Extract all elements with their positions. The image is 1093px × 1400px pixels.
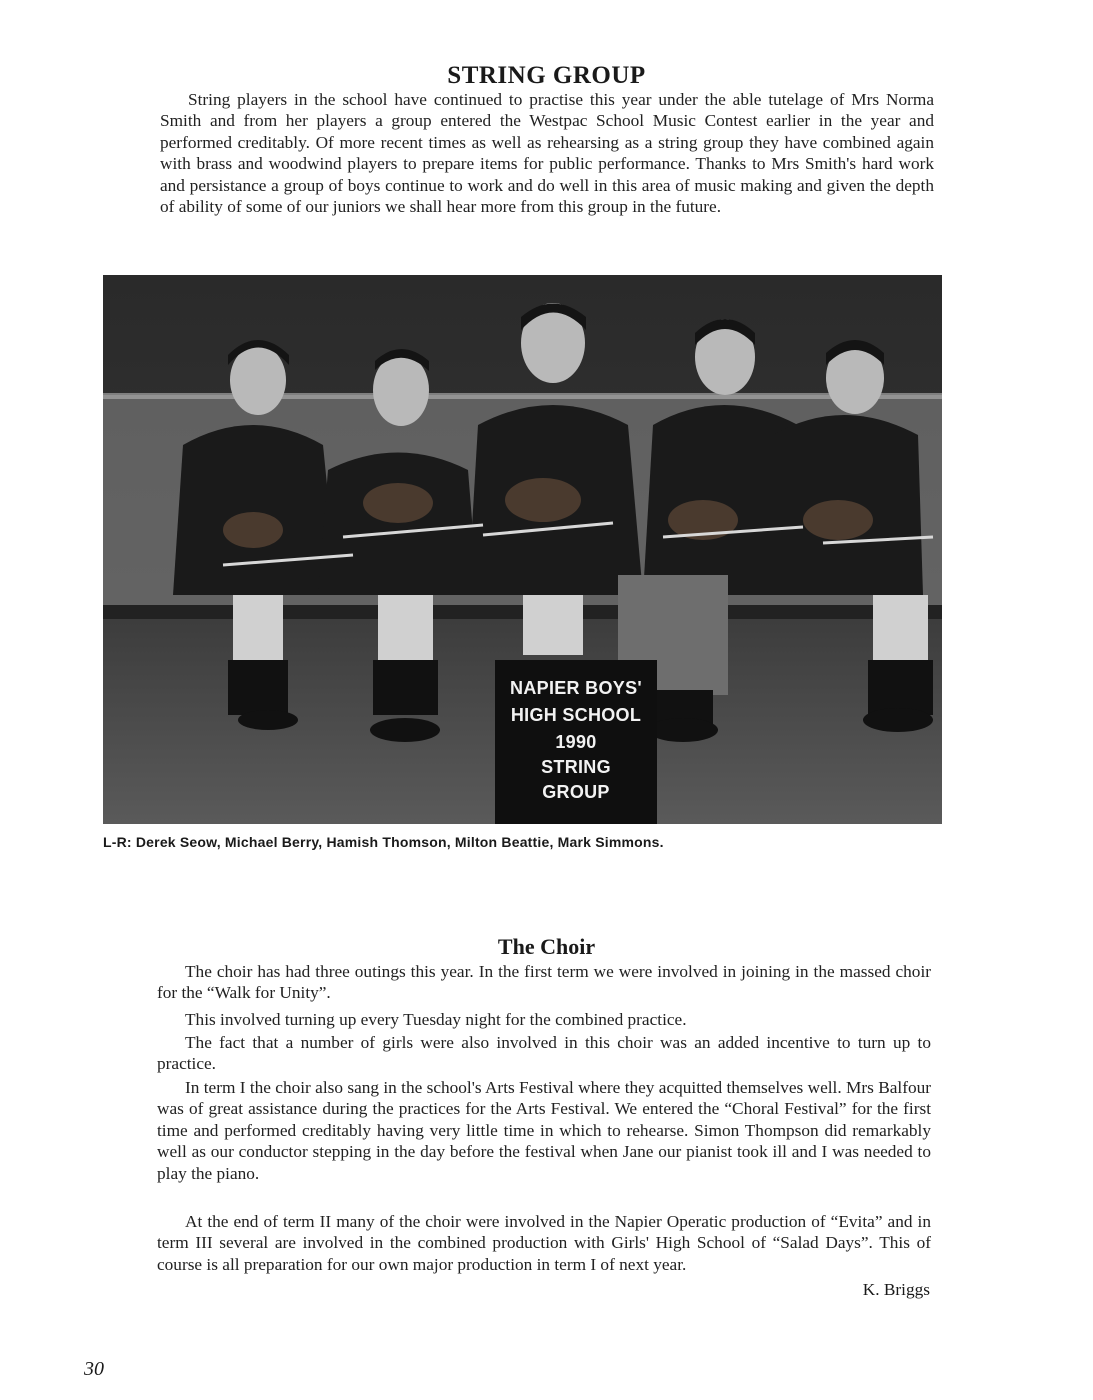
sign-line: GROUP	[542, 782, 610, 802]
school-sign	[495, 660, 657, 824]
sign-line: 1990	[555, 732, 597, 752]
sign-line: NAPIER BOYS'	[510, 678, 642, 698]
sign-line: STRING	[541, 757, 611, 777]
choir-paragraph: The choir has had three outings this year. In the first term we were involved in joining in the massed choir for the “Walk for Unity”.	[157, 962, 931, 1003]
choir-paragraph: In term I the choir also sang in the school's Arts Festival where they acquitted themselves well. Mrs Balfour was of great assistance during the practices for the Arts Festival. We entered the “Choral Festival” for the first time and performed creditably having very little time in which to rehearse. Simon Thompson did remarkably well as our conductor stepping in the day before the festival when Jane our pianist took ill and I was needed to play the piano.	[157, 1078, 931, 1183]
string-group-photo	[103, 275, 942, 824]
choir-paragraph: The fact that a number of girls were also involved in this choir was an added incentive to turn up to practice.	[157, 1033, 931, 1074]
sign-line: HIGH SCHOOL	[510, 705, 642, 725]
choir-paragraph: At the end of term II many of the choir were involved in the Napier Operatic production of “Evita” and in term III several are involved in the combined production with Girls' High School of “Salad Days”. This of course is all preparation for our own major production in term I of next year.	[157, 1212, 931, 1274]
choir-title: The Choir	[497, 934, 596, 959]
string-group-title: STRING GROUP	[447, 62, 646, 89]
photo-caption: L-R: Derek Seow, Michael Berry, Hamish Thomson, Milton Beattie, Mark Simmons.	[103, 834, 664, 850]
string-group-paragraph: String players in the school have continued to practise this year under the able tutelage of Mrs Norma Smith and from her players a group entered the Westpac School Music Contest earlier in the year and performed creditably. Of more recent times as well as rehearsing as a string group they have combined again with brass and woodwind players to prepare items for public performance. Thanks to Mrs Smith's hard work and persistance a group of boys continue to work and do well in this area of music making and given the depth of ability of some of our juniors we shall hear more from this group in the future.	[160, 90, 934, 217]
author-signature: K. Briggs	[862, 1280, 930, 1299]
choir-paragraph: This involved turning up every Tuesday night for the combined practice.	[185, 1010, 687, 1029]
page-number: 30	[84, 1358, 104, 1380]
